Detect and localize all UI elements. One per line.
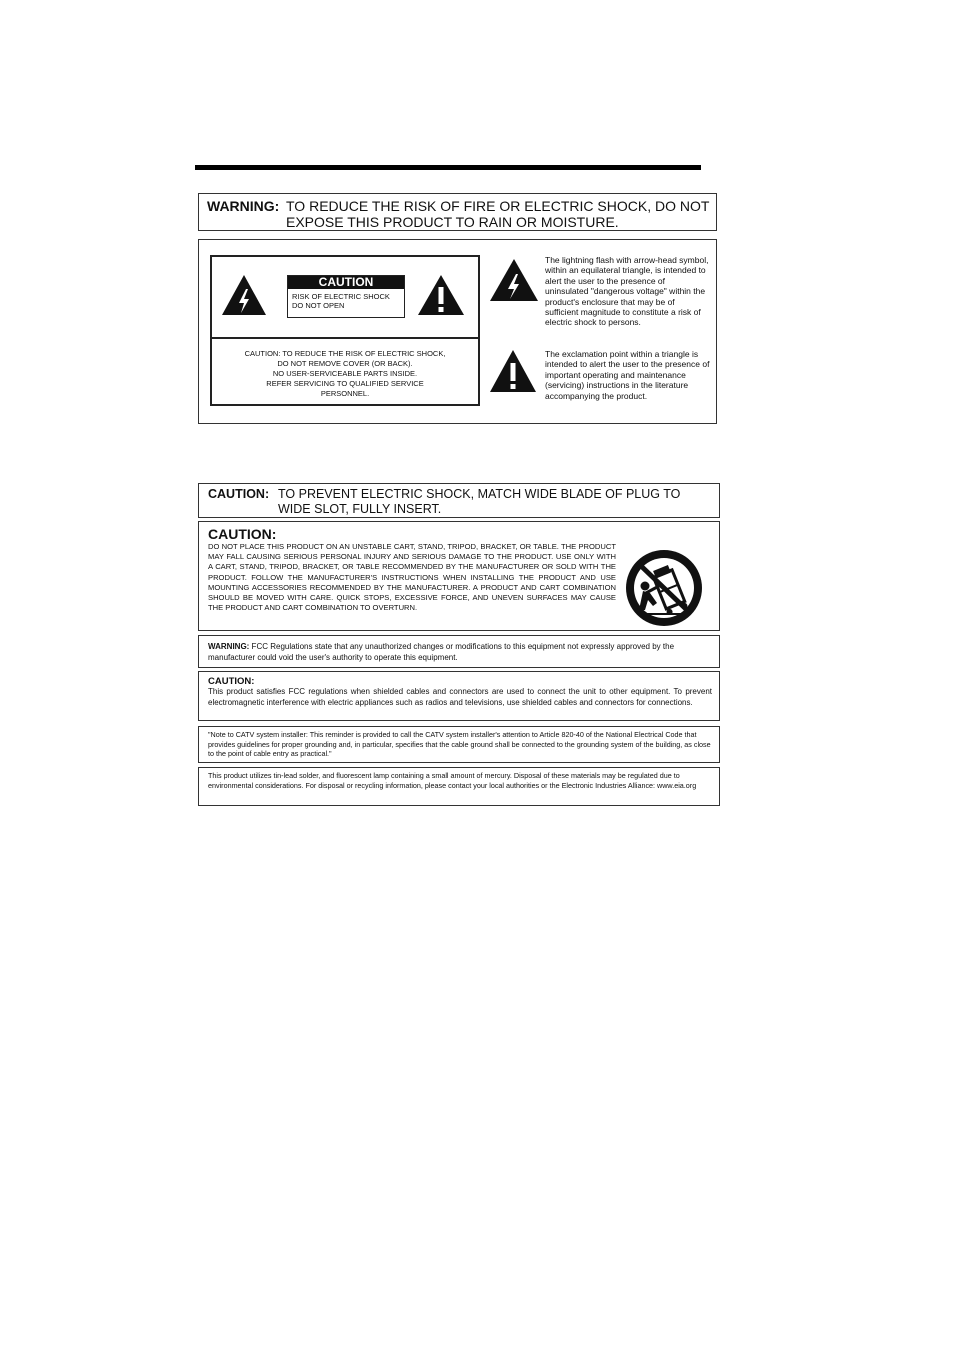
lightning-triangle-icon xyxy=(221,274,267,316)
exclamation-triangle-icon xyxy=(489,349,537,393)
caution-label-line: NO USER-SERVICEABLE PARTS INSIDE. xyxy=(272,369,418,378)
catv-note-text: "Note to CATV system installer: This reminder is provided to call the CATV system installer's attention to Article 820-40 of the National Electrical Code that provides guidelines for proper grounding and, in particular, specifies that the cable ground shall be connected to the grounding system of the building, as close to the point of cable entry as practical." xyxy=(208,730,711,759)
plug-caution-box xyxy=(198,483,720,518)
caution-sticker-line1: RISK OF ELECTRIC SHOCK xyxy=(292,292,390,301)
warning-label: WARNING: xyxy=(207,198,280,214)
fcc-caution-text: This product satisfies FCC regulations when shielded cables and connectors are used to connect the unit to other equipment. To prevent electromagnetic interference with electric appliances such as radios and televisions, use shielded cables and connectors for connections. xyxy=(208,687,712,707)
lightning-description: The lightning flash with arrow-head symbol, within an equilateral triangle, is intended to alert the user to the presence of uninsulated "dangerous voltage" within the product's enclosure that may be of sufficient magnitude to constitute a risk of electric shock to persons. xyxy=(545,255,709,328)
symbols-box xyxy=(198,239,717,424)
mercury-note-text: This product utilizes tin-lead solder, and fluorescent lamp containing a small amount of mercury. Disposal of these materials may be regulated due to environmental considerations. For disposal or recycling information, please contact your local authorities or the Electronic Industries Alliance: www.eia.org xyxy=(208,771,697,790)
caution-label-panel xyxy=(210,255,480,406)
fcc-warning-text: FCC Regulations state that any unauthorized changes or modifications to this equipment not expressly approved by the manufacturer could void the user's authority to operate this equipment. xyxy=(208,642,675,662)
lightning-triangle-icon xyxy=(489,258,539,302)
caution-label-text xyxy=(216,349,474,399)
plug-caution-label: CAUTION: xyxy=(208,487,270,501)
plug-caution-text: TO PREVENT ELECTRIC SHOCK, MATCH WIDE BLADE OF PLUG TO WIDE SLOT, FULLY INSERT. xyxy=(278,487,681,516)
fcc-caution-label: CAUTION: xyxy=(208,676,255,687)
caution-sticker-header: CAUTION xyxy=(288,276,404,289)
exclamation-description: The exclamation point within a triangle is intended to alert the user to the presence of important operating and maintenance (servicing) instructions in the literature accompanying the product. xyxy=(545,349,710,401)
caution-label-line: CAUTION: TO REDUCE THE RISK OF ELECTRIC SHOCK, xyxy=(244,349,446,358)
caution-sticker-line2: DO NOT OPEN xyxy=(292,301,345,310)
warning-text: TO REDUCE THE RISK OF FIRE OR ELECTRIC SHOCK, DO NOT EXPOSE THIS PRODUCT TO RAIN OR MOISTURE. xyxy=(286,198,710,230)
fcc-warning-box xyxy=(198,635,720,668)
exclamation-triangle-icon xyxy=(417,274,465,316)
cart-caution-label: CAUTION: xyxy=(208,526,277,542)
catv-note-box xyxy=(198,726,720,763)
cart-caution-box xyxy=(198,521,720,631)
header-rule xyxy=(195,165,701,170)
cart-tip-over-icon xyxy=(623,548,705,628)
fcc-caution-box xyxy=(198,671,720,721)
warning-box xyxy=(198,193,717,231)
caution-sticker xyxy=(287,275,405,318)
cart-caution-text: DO NOT PLACE THIS PRODUCT ON AN UNSTABLE CART, STAND, TRIPOD, BRACKET, OR TABLE. THE PRODUCT MAY FALL CAUSING SERIOUS PERSONAL INJURY AND SERIOUS DAMAGE TO THE PRODUCT. USE ONLY WITH A CART, STAND, TRIPOD, BRACKET, OR TABLE RECOMMENDED BY THE MANUFACTURER OR SOLD WITH THE PRODUCT. FOLLOW THE MANUFACTURER'S INSTRUCTIONS WHEN INSTALLING THE PRODUCT AND USE MOUNTING ACCESSORIES RECOMMENDED BY THE MANUFACTURER. A PRODUCT AND CART COMBINATION SHOULD BE MOVED WITH CARE. QUICK STOPS, EXCESSIVE FORCE, AND UNEVEN SURFACES MAY CAUSE THE PRODUCT AND CART COMBINATION TO OVERTURN. xyxy=(208,542,616,613)
fcc-warning-label: WARNING: xyxy=(208,642,250,651)
label-divider xyxy=(212,337,478,339)
mercury-note-box xyxy=(198,767,720,806)
caution-label-line: PERSONNEL. xyxy=(320,389,370,398)
caution-label-line: DO NOT REMOVE COVER (OR BACK). xyxy=(277,359,413,368)
caution-label-line: REFER SERVICING TO QUALIFIED SERVICE xyxy=(266,379,424,388)
